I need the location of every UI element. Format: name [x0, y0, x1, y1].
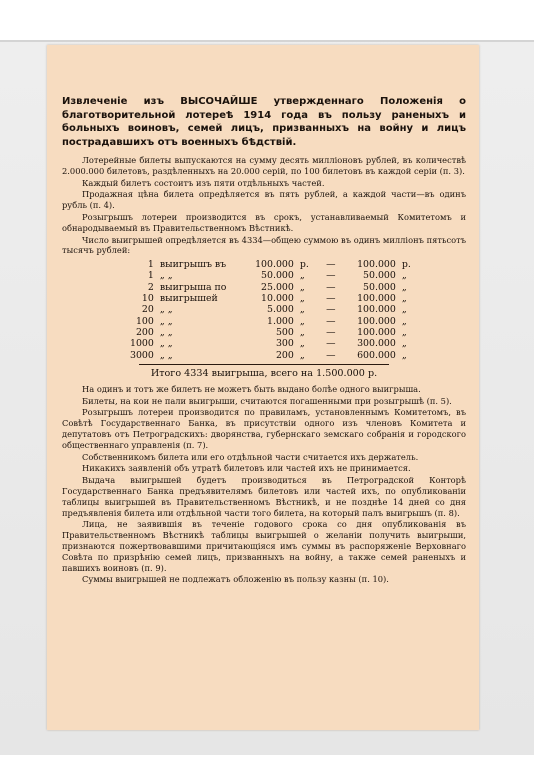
prize-total: 100.000 — [357, 315, 396, 327]
prize-row — [127, 282, 414, 293]
prize-unit: „ — [299, 304, 305, 316]
prize-suffix: „ — [401, 304, 407, 316]
lottery-ticket-back — [47, 45, 479, 730]
prize-count: 2 — [147, 281, 154, 293]
prize-label: „ „ — [159, 349, 173, 361]
prize-count: 1 — [147, 259, 154, 271]
prize-amount: 5.000 — [267, 304, 294, 316]
paragraph: Розыгрышъ лотереи производится по правиламъ, установленнымъ Комитетомъ, въ Совѣтѣ Государственнаго Банка, въ присутствіи одного изъ членовъ Комитета и депутатовъ отъ Петроградскихъ: дворянства, губернскаго земскаго собранія и городского общественнаго управленія (п. 7). — [62, 407, 466, 450]
prize-suffix: р. — [401, 259, 411, 271]
total-rule — [139, 364, 389, 365]
prize-unit: „ — [299, 349, 305, 361]
prize-row — [127, 327, 414, 338]
prize-count: 1 — [147, 270, 154, 282]
paragraph: Билеты, на кои не пали выигрыши, считаются погашенными при розыгрышѣ (п. 5). — [82, 395, 452, 406]
prize-total: 100.000 — [357, 304, 396, 316]
prize-table — [127, 259, 414, 361]
paragraph: Лотерейные билеты выпускаются на сумму десять милліоновъ рублей, въ количествѣ 2.000.000 билетовъ, раздѣленныхъ на 20.000 серій, по 100 билетовъ въ каждой серіи (п. 3). — [62, 155, 466, 176]
prize-total: 300.000 — [357, 338, 396, 350]
prize-unit: „ — [299, 315, 305, 327]
prize-unit: р. — [299, 259, 309, 271]
document-title: Извлеченіе изъ ВЫСОЧАЙШЕ утвержденнаго Положенія о благотворительной лотереѣ 1914 года въ пользу раненыхъ и больныхъ воиновъ, семей лицъ, призванныхъ на войну и лицъ пострадавшихъ отъ военныхъ бѣдствій. — [62, 96, 466, 148]
prize-count: 10 — [141, 293, 154, 305]
prize-dash: — — [326, 304, 336, 316]
prize-count: 1000 — [130, 338, 154, 350]
prize-dash: — — [326, 315, 336, 327]
prize-label: „ „ — [159, 315, 173, 327]
prize-unit: „ — [299, 326, 305, 338]
paragraph: Собственникомъ билета или его отдѣльной части считается ихъ держатель. — [82, 451, 419, 462]
prize-count: 100 — [135, 315, 154, 327]
prize-suffix: „ — [401, 326, 407, 338]
prize-total: 50.000 — [363, 270, 396, 282]
prize-row — [127, 350, 414, 361]
prize-label: выигрыша по — [159, 281, 227, 293]
prize-unit: „ — [299, 293, 305, 305]
prize-count: 3000 — [130, 349, 154, 361]
prize-total: 600.000 — [357, 349, 396, 361]
paragraph: Лица, не заявившія въ теченіе годового срока со дня опубликованія въ Правительственномъ Вѣстникѣ таблицы выигрышей о желаніи получить выигрыши, признаются пожертвовавшими причитающіяся имъ суммы въ распоряженіе Верховнаго Совѣта по призрѣнію семей лицъ, призванныхъ на войну, а также семей раненыхъ и павшихъ воиновъ (п. 9). — [62, 519, 466, 573]
prize-total: 50.000 — [363, 281, 396, 293]
prize-amount: 25.000 — [261, 281, 294, 293]
paragraph: Выдача выигрышей будетъ производиться въ Петроградской Конторѣ Государственнаго Банка предъявителямъ билетовъ или частей ихъ, по опубликованіи таблицы выигрышей въ Правительственномъ Вѣстникѣ, и не позднѣе 14 дней со дня предъявленія билета или отдѣльной части того билета, на который палъ выигрышъ (п. 8). — [62, 475, 466, 518]
prize-unit: „ — [299, 338, 305, 350]
total-line: Итого 4334 выигрыша, всего на 1.500.000 р. — [150, 367, 378, 379]
prize-total: 100.000 — [357, 259, 396, 271]
prize-dash: — — [326, 293, 336, 305]
prize-count: 200 — [135, 326, 154, 338]
prize-count: 20 — [141, 304, 154, 316]
paragraph: На одинъ и тотъ же билетъ не можетъ быть выдано болѣе одного выигрыша. — [82, 383, 421, 394]
prize-label: „ „ — [159, 270, 173, 282]
paragraph: Число выигрышей опредѣляется въ 4334—общею суммою въ одинъ милліонъ пятьсотъ тысячъ рублей: — [62, 234, 466, 256]
prize-amount: 500 — [275, 326, 294, 338]
prize-total: 100.000 — [357, 326, 396, 338]
prize-row — [127, 316, 414, 327]
prize-total: 100.000 — [357, 293, 396, 305]
prize-row — [127, 259, 414, 270]
paragraph: Никакихъ заявленій объ утратѣ билетовъ или частей ихъ не принимается. — [82, 463, 411, 474]
prize-dash: — — [326, 326, 336, 338]
prize-row — [127, 304, 414, 315]
prize-amount: 200 — [275, 349, 294, 361]
prize-dash: — — [326, 270, 336, 282]
prize-amount: 300 — [275, 338, 294, 350]
prize-amount: 100.000 — [255, 259, 294, 271]
prize-dash: — — [326, 281, 336, 293]
prize-row — [127, 270, 414, 281]
prize-dash: — — [326, 349, 336, 361]
prize-amount: 10.000 — [261, 293, 294, 305]
paragraph: Продажная цѣна билета опредѣляется въ пять рублей, а каждой части—въ одинъ рубль (п. 4). — [62, 189, 466, 211]
prize-suffix: „ — [401, 338, 407, 350]
prize-row — [127, 293, 414, 304]
prize-label: „ „ — [159, 304, 173, 316]
prize-amount: 1.000 — [267, 315, 294, 327]
prize-dash: — — [326, 338, 336, 350]
paragraph: Суммы выигрышей не подлежатъ обложенію въ пользу казны (п. 10). — [82, 574, 389, 585]
prize-dash: — — [326, 259, 336, 271]
prize-suffix: „ — [401, 349, 407, 361]
paragraph: Розыгрышъ лотереи производится въ срокъ, устанавливаемый Комитетомъ и обнародываемый въ Правительственномъ Вѣстникѣ. — [62, 211, 466, 233]
prize-row — [127, 338, 414, 349]
prize-suffix: „ — [401, 270, 407, 282]
prize-amount: 50.000 — [261, 270, 294, 282]
prize-label: выигрышей — [159, 293, 218, 305]
document-text — [62, 95, 466, 585]
prize-suffix: „ — [401, 293, 407, 305]
sleeve-top-edge — [0, 40, 534, 42]
prize-unit: „ — [299, 270, 305, 282]
prize-label: выигрышъ въ — [159, 259, 227, 271]
prize-suffix: „ — [401, 315, 407, 327]
prize-label: „ „ — [159, 338, 173, 350]
prize-suffix: „ — [401, 281, 407, 293]
paragraph: Каждый билетъ состоитъ изъ пяти отдѣльныхъ частей. — [82, 177, 325, 188]
prize-unit: „ — [299, 281, 305, 293]
prize-label: „ „ — [159, 326, 173, 338]
